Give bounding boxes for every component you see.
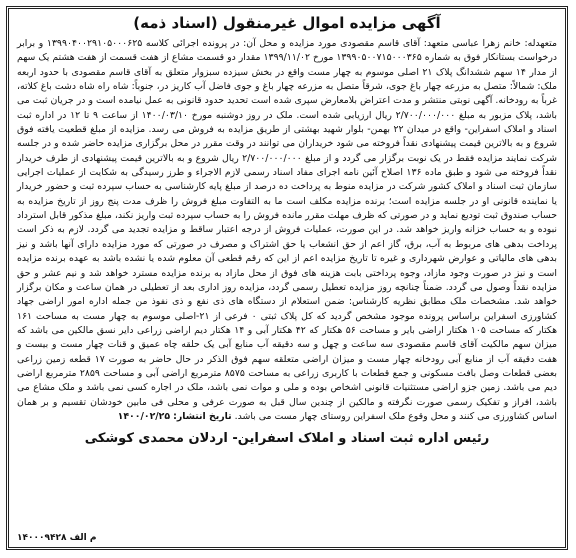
publication-date: ۱۴۰۰/۰۲/۲۵	[117, 410, 171, 422]
auction-notice	[6, 6, 568, 550]
publication-date-label: تاریخ انتشار:	[173, 410, 232, 422]
notice-code: م الف ۱۴۰۰۰۹۴۲۸	[17, 533, 97, 543]
notice-title: آگهی مزایده اموال غیرمنقول (اسناد ذمه)	[133, 14, 441, 32]
notice-body	[17, 37, 557, 424]
notice-body-text: متعهدله: خانم زهرا عباسی متعهد: آقای قاسم مقصودی مورد مزایده و محل آن: در پرونده اجرائی کلاسه ۱۳۹۹۰۴۰۰۲۹۱۰۵۰۰۰۶۲۵ و برابر درخواست بستانکار فوق به شماره ۱۳۹۹۰۵۰۰۷۱۵۰۰۰۳۶۵ مورخ ۱۳۹۹/۱۱/۰۲ مقدار دو قسمت مشاع از هفت قسمت از هفت هشتم یک سهم از مدار ۱۴ سهم ششدانگ پلاک ۲۱ اصلی موسوم به چهار مست واقع در بخش سیزده سبزوار متعلق به آقای قاسم مقصودی با حدود اربعه ملک: شمالاً: متصل به مزرعه چهار باغ جوی، شرقاً متصل به مزرعه چهار باغ و جوی فاضل آب کاریز در، جنوباً: شاه راه شاه دشت باغ کلاته، غرباً به رودخانه. آگهی نوبتی منتشر و مدت اعتراض بلامعارض سپری شده است تحدید حدود قانونی به عمل نیامده است و در جریان ثبت می باشد، پلاک مزبور به مبلغ ۲/۷۰۰/۰۰۰/۰۰۰ ریال ارزیابی شده است. ملک در روز دوشنبه مورخ ۱۴۰۰/۰۳/۱۰ از ساعت ۹ تا ۱۲ در اداره ثبت اسناد و املاک اسفراین- واقع در میدان ۲۲ بهمن- بلوار شهید بهشتی از طریق مزایده به فروش می رسد. مزایده از مبلغ قطعیت یافته فوق شروع و به بالاترین قیمت پیشنهادی نقداً فروخته می شود خریداران می توانند در وقت مقرر در محل برگزاری مزایده حاضر شده و در جلسه شرکت نمایند مزایده فقط در یک نوبت برگزار می گردد و از مبلغ ۲/۷۰۰/۰۰۰/۰۰۰ ریال شروع و به بالاترین قیمت پیشنهادی از طرف خریدار نقداً فروخته می شود و طبق ماده ۱۳۶ اصلاح آئین نامه اجرای مفاد اسناد رسمی لازم الاجراء و طرز رسیدگی به شکایت از عملیات اجرایی سازمان ثبت اسناد و املاک کشور شرکت در مزایده منوط به پرداخت ده درصد از مبلغ پایه کارشناسی به حساب سپرده ثبت و حضور خریدار یا نماینده قانونی او در جلسه مزایده است؛ برنده مزایده مکلف است ما به التفاوت مبلغ فروش را ظرف مدت پنج روز از تاریخ مزایده به حساب صندوق ثبت تودیع نماید و در صورتی که ظرف مهلت مقرر مانده فروش را به حساب سپرده ثبت واریز نکند، مبلغ مذکور قابل استرداد نبوده و به حساب خزانه واریز خواهد شد. در این صورت، عملیات فروش از درجه اعتبار ساقط و مزایده تجدید می گردد. لازم به ذکر است پرداخت بدهی های مربوط به آب، برق، گاز اعم از حق انشعاب یا حق اشتراک و مصرف در صورتی که مورد مزایده دارای آنها باشد و نیز بدهی های مالیاتی و عوارض شهرداری و غیره تا تاریخ مزایده اعم از این که رقم قطعی آن معلوم شده یا نشده باشد به عهده برنده مزایده است و نیز در صورت وجود مازاد، وجوه پرداختی بابت هزینه های فوق از محل مازاد به برنده مزایده مسترد خواهد شد و نیم عشر و حق مزایده نقداً وصول می گردد. ضمناً چنانچه روز مزایده تعطیل رسمی گردد، مزایده روز اداری بعد از تعطیلی در همان ساعت و مکان برگزار خواهد شد. مشخصات ملک مطابق نظریه کارشناس: ضمن استعلام از دستگاه های ذی نفع و ذی نفوذ من جمله اداره امور اراضی جهاد کشاورزی اسفراین براساس پرونده موجود مشخص گردید که کل پلاک ثبتی ۰ فرعی از ۲۱-اصلی موسوم به چهار مست به مساحت ۱۶۱ هکتار که مساحت ۱۰۵ هکتار اراضی بایر و مساحت ۵۶ هکتار که ۴۲ هکتار آبی و ۱۴ هکتار دیم اراضی زراعی دایر نسق مالکین می باشد که میزان سهم مالکیت آقای قاسم مقصودی سه ساعت و چهل و سه دقیقه آب منابع آبی یک حلقه چاه عمیق و قنات چهار مست و بیست و هفت دقیقه آب از منابع آبی رودخانه چهار مست و میزان اراضی متعلقه سهم فوق الذکر در حال حاضر به صورت ۱۷ قطعه زمین زراعی بعضی قطعات وصل بافت مسکونی و جمع قطعات با کاربری زراعی به مساحت ۸۵۷۵ مترمربع اراضی آبی و مساحت ۲۸۵۹ مترمربع اراضی دیم می باشد. زمین جزو اراضی مستثنیات قانونی اشخاص بوده و ملی و موات نمی باشد، ملک در اجاره کسی نمی باشد و ملک مشاع می باشد، افراز و تفکیک رسمی صورت نگرفته و مالکین از چندین سال قبل به صورت عرفی و محلی فی مابین خودشان تقسیم و بر همان اساس کشاورزی می کنند و محل وقوع ملک اسفراین روستای چهار مست می باشد.	[17, 38, 558, 422]
signature-line: رئیس اداره ثبت اسناد و املاک اسفراین- اردلان محمدی کوشکی	[84, 431, 490, 447]
